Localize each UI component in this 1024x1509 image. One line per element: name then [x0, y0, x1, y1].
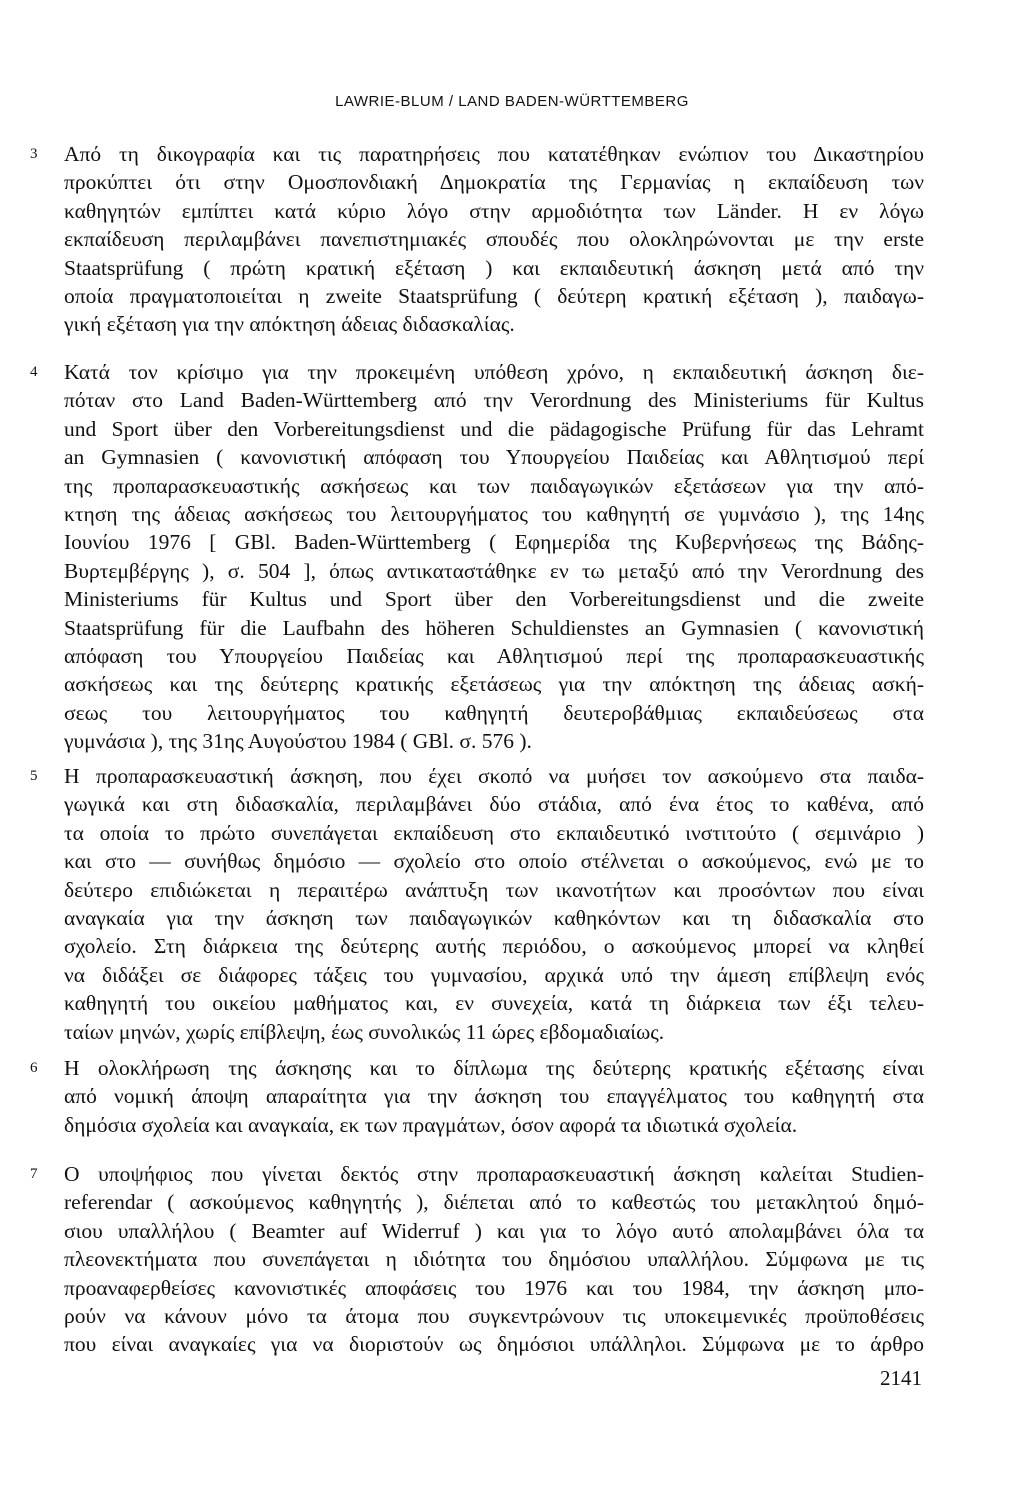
text-line: Ο υποψήφιος που γίνεται δεκτός στην προπαρασκευαστική άσκηση καλείται Studien- [64, 1162, 924, 1186]
text-line: Κατά τον κρίσιμο για την προκειμένη υπόθεση χρόνο, η εκπαιδευτική άσκηση διε- [64, 360, 924, 384]
text-line: δεύτερο επιδιώκεται η περαιτέρω ανάπτυξη των ικανοτήτων και προσόντων που είναι [64, 877, 924, 902]
text-line: referendar ( ασκούμενος καθηγητής ), διέπεται από το καθεστώς του μετακλητού δημό- [64, 1190, 924, 1215]
paragraph-number: 3 [30, 146, 38, 162]
page-number: 2141 [880, 1366, 922, 1390]
text-line: δημόσια σχολεία και αναγκαία, εκ των πραγμάτων, όσον αφορά τα ιδιωτικά σχολεία. [64, 1112, 798, 1137]
paragraph-4 [30, 358, 924, 755]
text-line: απόφαση του Υπουργείου Παιδείας και Αθλητισμού περί της προπαρασκευαστικής [64, 643, 924, 668]
paragraph-5 [30, 762, 924, 1046]
text-line: σιου υπαλλήλου ( Beamter auf Widerruf ) και για το λόγο αυτό απολαμβάνει όλα τα [64, 1218, 924, 1243]
text-line: ταίων μηνών, χωρίς επίβλεψη, έως συνολικώς 11 ώρες εβδομαδιαίως. [64, 1019, 665, 1044]
text-line: Η ολοκλήρωση της άσκησης και το δίπλωμα της δεύτερης κρατικής εξέτασης είναι [64, 1056, 924, 1080]
text-line: και στο — συνήθως δημόσιο — σχολείο στο οποίο στέλνεται ο ασκούμενος, ενώ με το [64, 849, 924, 874]
paragraph-number: 6 [30, 1060, 38, 1076]
paragraph-6 [30, 1054, 924, 1139]
text-line: σεως του λειτουργήματος του καθηγητή δευτεροβάθμιας εκπαιδεύσεως στα [64, 700, 924, 725]
text-line: Ministeriums für Kultus und Sport über den Vorbereitungsdienst und die zweite [64, 587, 924, 612]
text-line: που είναι αναγκαίες για να διοριστούν ως δημόσιοι υπάλληλοι. Σύμφωνα με το άρθρο [64, 1332, 924, 1357]
text-line: οποία πραγματοποιείται η zweite Staatsprüfung ( δεύτερη κρατική εξέταση ), παιδαγω- [64, 283, 924, 308]
text-line: Η προπαρασκευαστική άσκηση, που έχει σκοπό να μυήσει τον ασκούμενο στα παιδα- [64, 764, 924, 788]
text-line: καθηγητών εμπίπτει κατά κύριο λόγο στην αρμοδιότητα των Länder. Η εν λόγω [64, 198, 924, 223]
text-line: προκύπτει ότι στην Ομοσπονδιακή Δημοκρατία της Γερμανίας η εκπαίδευση των [64, 170, 924, 195]
paragraph-number: 5 [30, 768, 38, 784]
text-line: αναγκαία για την άσκηση των παιδαγωγικών καθηκόντων και τη διδασκαλία στο [64, 905, 924, 930]
text-line: γωγικά και στη διδασκαλία, περιλαμβάνει δύο στάδια, από ένα έτος το καθένα, από [64, 792, 924, 817]
text-line: πλεονεκτήματα που συνεπάγεται η ιδιότητα του δημόσιου υπαλλήλου. Σύμφωνα με τις [64, 1247, 924, 1272]
text-line: ρούν να κάνουν μόνο τα άτομα που συγκεντρώνουν τις υποκειμενικές προϋποθέσεις [64, 1303, 924, 1328]
text-line: Ιουνίου 1976 [ GBl. Baden-Württemberg ( Εφημερίδα της Κυβερνήσεως της Βάδης- [64, 530, 924, 555]
text-line: καθηγητή του οικείου μαθήματος και, εν συνεχεία, κατά τη διάρκεια των έξι τελευ- [64, 991, 924, 1016]
text-line: Staatsprüfung ( πρώτη κρατική εξέταση ) και εκπαιδευτική άσκηση μετά από την [64, 255, 924, 280]
text-line: Από τη δικογραφία και τις παρατηρήσεις που κατατέθηκαν ενώπιον του Δικαστηρίου [64, 142, 924, 166]
text-line: κτηση της άδειας ασκήσεως του λειτουργήματος του καθηγητή σε γυμνάσιο ), της 14ης [64, 501, 924, 526]
text-line: της προπαρασκευαστικής ασκήσεως και των παιδαγωγικών εξετάσεων για την από- [64, 473, 924, 498]
paragraph-number: 4 [30, 364, 38, 380]
text-line: σχολείο. Στη διάρκεια της δεύτερης αυτής περιόδου, ο ασκούμενος μπορεί να κληθεί [64, 934, 924, 959]
text-line: τα οποία το πρώτο συνεπάγεται εκπαίδευση στο εκπαιδευτικό ινστιτούτο ( σεμινάριο ) [64, 820, 924, 845]
text-line: γυμνάσια ), της 31ης Αυγούστου 1984 ( GBl. σ. 576 ). [64, 729, 532, 754]
paragraph-number: 7 [30, 1166, 38, 1182]
text-line: und Sport über den Vorbereitungsdienst und die pädagogische Prüfung für das Lehramt [64, 416, 924, 441]
text-line: να διδάξει σε διάφορες τάξεις του γυμνασίου, αρχικά υπό την άμεση επίβλεψη ενός [64, 962, 924, 987]
text-line: ασκήσεως και της δεύτερης κρατικής εξετάσεως για την απόκτηση της άδειας ασκή- [64, 672, 924, 697]
text-line: Staatsprüfung für die Laufbahn des höheren Schuldienstes an Gymnasien ( κανονιστική [64, 615, 924, 640]
paragraph-7 [30, 1160, 924, 1359]
text-line: εκπαίδευση περιλαμβάνει πανεπιστημιακές σπουδές που ολοκληρώνονται με την erste [64, 227, 924, 252]
text-line: από νομική άποψη απαραίτητα για την άσκηση του επαγγέλματος του καθηγητή στα [64, 1084, 924, 1109]
text-line: an Gymnasien ( κανονιστική απόφαση του Υπουργείου Παιδείας και Αθλητισμού περί [64, 445, 924, 470]
text-line: Βυρτεμβέργης ), σ. 504 ], όπως αντικαταστάθηκε εν τω μεταξύ από την Verordnung des [64, 558, 924, 583]
text-line: πόταν στο Land Baden-Württemberg από την Verordnung des Ministeriums für Kultus [64, 388, 924, 413]
running-header: LAWRIE-BLUM / LAND BADEN-WÜRTTEMBERG [335, 93, 689, 110]
text-line: προαναφερθείσες κανονιστικές αποφάσεις του 1976 και του 1984, την άσκηση μπο- [64, 1275, 924, 1300]
text-line: γική εξέταση για την απόκτηση άδειας διδασκαλίας. [64, 312, 515, 337]
paragraph-3 [30, 140, 924, 339]
